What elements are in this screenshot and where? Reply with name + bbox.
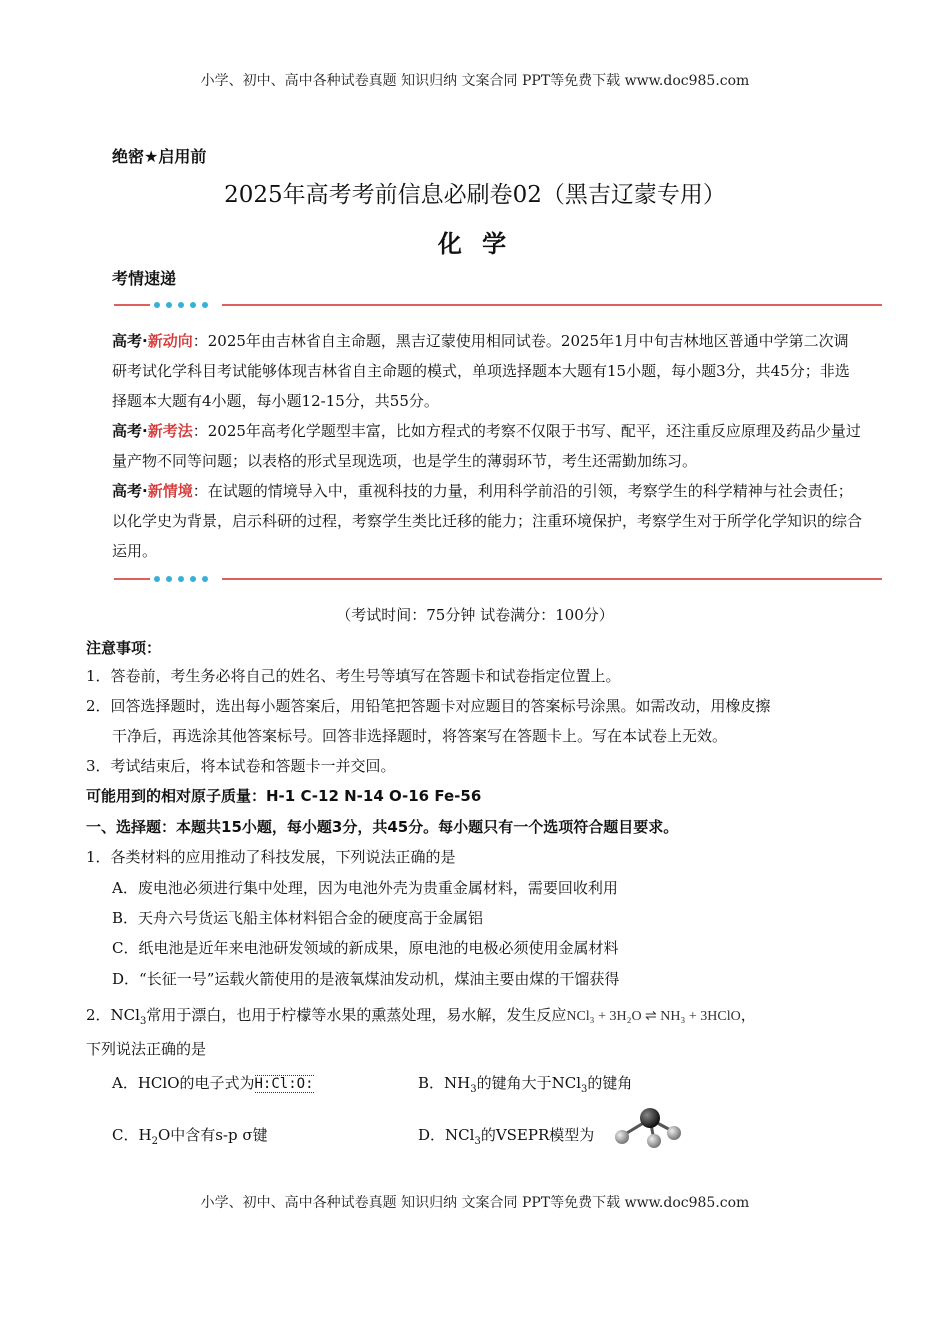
intro-text: 在试题的情境导入中，重视科技的力量，利用科学前沿的引领，考察学生的科学精神与社会责任；以化学史为背景，启示科研的过程，考察学生类比迁移的能力；注重环境保护，考察学生对于所学化学知识的综合运用。 [112, 482, 863, 560]
q2-option-a-text: A．HClO的电子式为 [112, 1074, 255, 1092]
q2-option-b [418, 1072, 632, 1095]
q1-option-b: B．天舟六号货运飞船主体材料铝合金的硬度高于金属铝 [112, 909, 484, 927]
hclo-electron-formula: H:Cl:O: [254, 1076, 314, 1092]
q2-sub: 3 [139, 1016, 147, 1027]
intro-colon: ： [192, 332, 208, 350]
q2-stem [86, 1004, 756, 1027]
q2-sub: 3 [581, 1084, 588, 1095]
secret-label: 绝密★启用前 [112, 147, 207, 166]
intro-prefix: 高考· [112, 332, 148, 350]
vsepr-model-image [610, 1106, 686, 1150]
q2-stem-part: ， [740, 1006, 756, 1024]
q1-option-c: C．纸电池是近年来电池研发领域的新成果，原电池的电极必须使用金属材料 [112, 939, 619, 957]
notice-item: 3．考试结束后，将本试卷和答题卡一并交回。 [86, 757, 396, 775]
intro-item [112, 326, 862, 416]
q2-option-c-text: C．H [112, 1126, 152, 1144]
q1-option-a: A．废电池必须进行集中处理，因为电池外壳为贵重金属材料，需要回收利用 [112, 879, 618, 897]
intro-item [112, 476, 862, 566]
intro-block [112, 326, 862, 566]
q2-equation: NCl₃ + 3H₂O ⇌ NH₃ + 3HClO [566, 1009, 741, 1024]
intro-item [112, 416, 862, 476]
exam-title: 2025年高考考前信息必刷卷02（黑吉辽蒙专用） [224, 182, 726, 208]
exam-info: （考试时间：75分钟 试卷满分：100分） [336, 606, 614, 624]
atomic-mass: 可能用到的相对原子质量：H-1 C-12 N-14 O-16 Fe-56 [86, 787, 482, 805]
q2-option-c-text: O中含有s-p σ键 [157, 1126, 268, 1144]
notice-item: 2．回答选择题时，选出每小题答案后，用铅笔把答题卡对应题目的答案标号涂黑。如需改动，用橡皮擦 [86, 697, 771, 715]
q2-option-b-text: 的键角 [587, 1074, 633, 1092]
intro-colon: ： [192, 422, 208, 440]
intro-text: 2025年由吉林省自主命题，黑吉辽蒙使用相同试卷。2025年1月中旬吉林地区普通中学第二次调研考试化学科目考试能够体现吉林省自主命题的模式，单项选择题本大题有15小题，每小题3分，共45分；非选择题本大题有4小题，每小题12-15分，共55分。 [112, 332, 850, 410]
q2-option-d [418, 1124, 594, 1147]
q2-option-c [112, 1124, 268, 1147]
intro-text: 2025年高考化学题型丰富，比如方程式的考察不仅限于书写、配平，还注重反应原理及药品少量过量产物不同等问题；以表格的形式呈现选项，也是学生的薄弱环节，考生还需勤加练习。 [112, 422, 861, 470]
divider-top [114, 296, 882, 314]
page-header: 小学、初中、高中各种试卷真题 知识归纳 文案合同 PPT等免费下载 www.doc985.com [200, 73, 750, 89]
intro-prefix: 高考· [112, 422, 148, 440]
q2-option-b-text: B．NH [418, 1074, 471, 1092]
intro-colon: ： [192, 482, 208, 500]
q2-option-a [112, 1072, 314, 1093]
subject-title: 化 学 [437, 230, 513, 258]
q1-stem: 1．各类材料的应用推动了科技发展，下列说法正确的是 [86, 848, 456, 866]
notice-title: 注意事项： [86, 639, 162, 657]
q2-stem-part: 2．NCl [86, 1006, 140, 1024]
q2-sub: 3 [470, 1084, 477, 1095]
q2-option-b-text: 的键角大于NCl [476, 1074, 582, 1092]
q2-option-d-text: D．NCl [418, 1126, 475, 1144]
q2-sub: 3 [474, 1136, 481, 1147]
intro-label: 新考法 [147, 422, 193, 440]
intro-label: 新情境 [147, 482, 193, 500]
q1-option-d: D．“长征一号”运载火箭使用的是液氧煤油发动机，煤油主要由煤的干馏获得 [112, 970, 620, 988]
section-heading: 考情速递 [112, 269, 177, 288]
q2-stem-part: 常用于漂白，也用于柠檬等水果的熏蒸处理，易水解，发生反应 [146, 1006, 567, 1024]
page-footer: 小学、初中、高中各种试卷真题 知识归纳 文案合同 PPT等免费下载 www.doc985.com [200, 1195, 750, 1211]
intro-prefix: 高考· [112, 482, 148, 500]
q2-option-d-text: 的VSEPR模型为 [480, 1126, 595, 1144]
section-1-heading: 一、选择题：本题共15小题，每小题3分，共45分。每小题只有一个选项符合题目要求。 [86, 818, 679, 836]
notice-item: 1．答卷前，考生务必将自己的姓名、考生号等填写在答题卡和试卷指定位置上。 [86, 667, 621, 685]
divider-bottom [114, 570, 882, 588]
intro-label: 新动向 [147, 332, 193, 350]
notice-item: 干净后，再选涂其他答案标号。回答非选择题时，将答案写在答题卡上。写在本试卷上无效。 [112, 727, 728, 745]
q2-stem-line2: 下列说法正确的是 [86, 1040, 207, 1058]
q2-sub: 2 [151, 1136, 158, 1147]
